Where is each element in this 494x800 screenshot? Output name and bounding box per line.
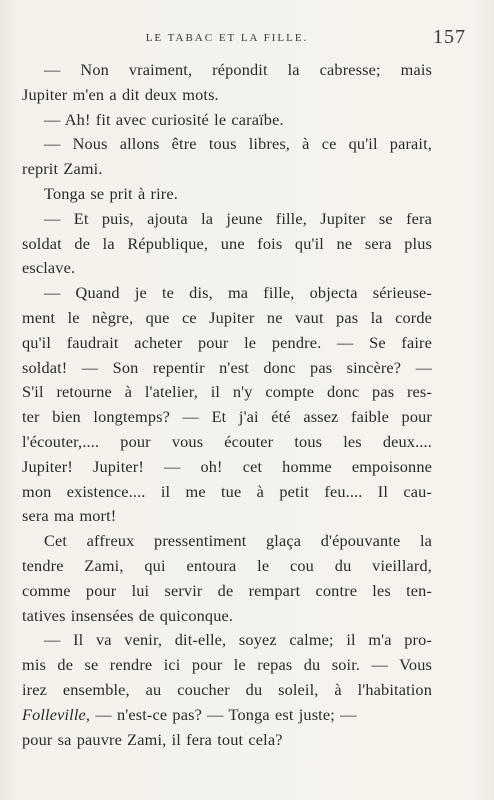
text-line: Cet affreux pressentiment glaça d'épouvante la xyxy=(44,531,432,551)
text-line: — Ah! fit avec curiosité le caraïbe. xyxy=(44,109,284,129)
text-line: comme pour lui servir de rempart contre les ten- xyxy=(22,580,432,600)
text-line: reprit Zami. xyxy=(22,159,103,179)
text-line-tail: — n'est-ce pas? — Tonga est juste; — xyxy=(90,704,357,724)
text-line: l'écouter,.... pour vous écouter tous les deux.... xyxy=(22,431,432,451)
text-line: mon existence.... il me tue à petit feu.... Il cau- xyxy=(22,481,432,501)
text-line: esclave. xyxy=(22,258,76,278)
text-line: soldat de la République, une fois qu'il ne sera plus xyxy=(22,233,432,253)
text-line: ment le nègre, que ce Jupiter ne vaut pas la corde xyxy=(22,307,432,327)
text-line: soldat! — Son repentir n'est donc pas sincère? — xyxy=(22,357,432,377)
text-line: pour sa pauvre Zami, il fera tout cela? xyxy=(22,729,283,749)
text-line: ter bien longtemps? — Et j'ai été assez faible pour xyxy=(22,407,432,427)
italic-place-name: Folleville, xyxy=(22,704,91,724)
text-line: — Quand je te dis, ma fille, objecta sérieuse- xyxy=(44,283,432,303)
text-line: sera ma mort! xyxy=(22,506,117,526)
text-line: Tonga se prit à rire. xyxy=(44,183,178,203)
text-line: S'il retourne à l'atelier, il n'y compte donc pas res- xyxy=(22,382,432,402)
text-line: mis de se rendre ici pour le repas du soir. — Vous xyxy=(22,655,432,675)
running-head xyxy=(22,26,466,48)
running-title: LE TABAC ET LA FILLE. xyxy=(145,32,309,44)
text-line: qu'il faudrait acheter pour le pendre. — Se faire xyxy=(22,332,432,352)
text-line-mixed xyxy=(22,703,432,728)
text-line: — Non vraiment, répondit la cabresse; mais xyxy=(44,60,432,79)
text-line: — Il va venir, dit-elle, soyez calme; il m'a pro- xyxy=(44,630,432,650)
page-number: 157 xyxy=(433,26,466,48)
text-line: irez ensemble, au coucher du soleil, à l'habitation xyxy=(22,679,432,699)
text-line: tendre Zami, qui entoura le cou du vieillard, xyxy=(22,555,432,575)
body-text xyxy=(22,58,432,752)
text-line: tatives insensées de quiconque. xyxy=(22,605,234,625)
text-line: — Et puis, ajouta la jeune fille, Jupiter se fera xyxy=(44,208,432,228)
text-line: — Nous allons être tous libres, à ce qu'il parait, xyxy=(44,134,432,154)
text-line: Jupiter! Jupiter! — oh! cet homme empoisonne xyxy=(22,456,432,476)
text-line: Jupiter m'en a dit deux mots. xyxy=(22,84,219,104)
